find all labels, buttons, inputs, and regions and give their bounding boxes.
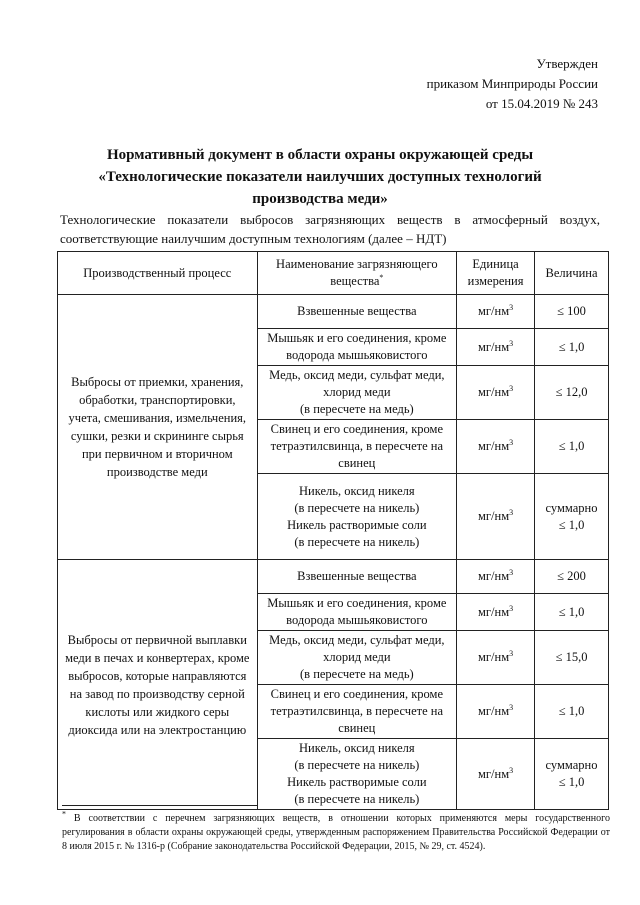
emissions-table bbox=[57, 251, 609, 810]
value-cell bbox=[535, 329, 609, 366]
header-footnote-mark: * bbox=[379, 272, 384, 282]
substance-line: (в пересчете на никель) bbox=[294, 500, 420, 515]
value-cell bbox=[535, 739, 609, 810]
table-row bbox=[58, 560, 609, 594]
substance-line: Никель растворимые соли bbox=[287, 517, 427, 532]
header-value: Величина bbox=[535, 252, 609, 295]
header-substance bbox=[257, 252, 457, 295]
header-unit: Единица измерения bbox=[457, 252, 535, 295]
substance-cell bbox=[257, 560, 457, 594]
unit-cell bbox=[457, 560, 535, 594]
unit-exponent: 3 bbox=[509, 437, 514, 447]
unit-exponent: 3 bbox=[509, 302, 514, 312]
value-line: ≤ 1,0 bbox=[558, 704, 585, 718]
title-line-3: производства меди» bbox=[252, 191, 388, 207]
footnote-mark: * bbox=[62, 809, 66, 819]
unit-exponent: 3 bbox=[509, 567, 514, 577]
substance-line: Никель, оксид никеля bbox=[299, 741, 415, 755]
value-cell bbox=[535, 420, 609, 474]
substance-cell bbox=[257, 685, 457, 739]
substance-line: Свинец и его соединения, кроме тетраэтилсвинца, в пересчете на свинец bbox=[270, 687, 444, 735]
unit-exponent: 3 bbox=[509, 507, 514, 517]
substance-line: Никель, оксид никеля bbox=[299, 483, 415, 498]
title-line-1: Нормативный документ в области охраны окружающей среды bbox=[106, 147, 534, 163]
substance-line: (в пересчете на медь) bbox=[300, 402, 414, 416]
unit-base: мг/нм bbox=[478, 604, 510, 619]
unit-exponent: 3 bbox=[509, 383, 514, 393]
table-body bbox=[58, 295, 609, 810]
substance-cell bbox=[257, 366, 457, 420]
footnote-divider bbox=[62, 805, 257, 806]
approval-block bbox=[427, 54, 598, 114]
unit-cell bbox=[457, 366, 535, 420]
approval-line-2: приказом Минприроды России bbox=[426, 76, 598, 91]
substance-line: Никель растворимые соли bbox=[287, 775, 427, 789]
unit-base: мг/нм bbox=[478, 569, 510, 583]
substance-line: Медь, оксид меди, сульфат меди, хлорид меди bbox=[269, 368, 445, 399]
substance-cell bbox=[257, 474, 457, 560]
unit-base: мг/нм bbox=[478, 439, 510, 453]
unit-exponent: 3 bbox=[509, 765, 514, 775]
unit-base: мг/нм bbox=[478, 650, 510, 664]
value-cell bbox=[535, 631, 609, 685]
value-line: ≤ 1,0 bbox=[558, 339, 585, 354]
substance-line: Мышьяк и его соединения, кроме водорода мышьяковистого bbox=[267, 331, 447, 362]
header-process: Производственный процесс bbox=[58, 252, 258, 295]
unit-base: мг/нм bbox=[478, 385, 510, 399]
value-line: суммарно bbox=[545, 758, 598, 772]
substance-line: Взвешенные вещества bbox=[297, 569, 417, 583]
process-cell: Выбросы от приемки, хранения, обработки, транспортировки, учета, смешивания, измельчения, сушки, резки и скрининге сырья при первичном и вторичном производстве меди bbox=[58, 295, 258, 560]
approval-line-3: от 15.04.2019 № 243 bbox=[485, 96, 598, 111]
unit-cell bbox=[457, 329, 535, 366]
unit-cell bbox=[457, 594, 535, 631]
value-line: ≤ 200 bbox=[557, 569, 586, 583]
process-cell: Выбросы от первичной выплавки меди в печах и конвертерах, кроме выбросов, которые направляются на завод по производству серной кислоты или жидкого серы диоксида или на электростанцию bbox=[58, 560, 258, 810]
unit-base: мг/нм bbox=[478, 704, 510, 718]
value-line: суммарно bbox=[545, 500, 598, 515]
value-line: ≤ 100 bbox=[557, 304, 586, 318]
document-title bbox=[70, 144, 570, 210]
table-header-row bbox=[58, 252, 609, 295]
substance-line: (в пересчете на медь) bbox=[300, 667, 414, 681]
substance-line: (в пересчете на никель) bbox=[294, 758, 420, 772]
unit-exponent: 3 bbox=[509, 338, 514, 348]
intro-paragraph: Технологические показатели выбросов загрязняющих веществ в атмосферный воздух, соответствующие наилучшим доступным технологиям (далее – НДТ) bbox=[60, 212, 600, 246]
unit-base: мг/нм bbox=[478, 339, 510, 354]
substance-line: Взвешенные вещества bbox=[297, 304, 417, 318]
unit-exponent: 3 bbox=[509, 648, 514, 658]
substance-cell bbox=[257, 329, 457, 366]
value-cell bbox=[535, 474, 609, 560]
substance-line: Медь, оксид меди, сульфат меди, хлорид меди bbox=[269, 633, 445, 664]
substance-cell bbox=[257, 631, 457, 685]
value-line: ≤ 12,0 bbox=[555, 385, 588, 399]
value-cell bbox=[535, 594, 609, 631]
unit-cell bbox=[457, 474, 535, 560]
value-line: ≤ 15,0 bbox=[555, 650, 588, 664]
unit-cell bbox=[457, 739, 535, 810]
value-line: ≤ 1,0 bbox=[558, 439, 585, 453]
unit-cell bbox=[457, 295, 535, 329]
value-line: ≤ 1,0 bbox=[558, 604, 585, 619]
approval-line-1: Утвержден bbox=[536, 56, 598, 71]
value-cell bbox=[535, 366, 609, 420]
value-cell bbox=[535, 685, 609, 739]
substance-cell bbox=[257, 295, 457, 329]
value-line: ≤ 1,0 bbox=[558, 517, 585, 532]
substance-line: Свинец и его соединения, кроме тетраэтилсвинца, в пересчете на свинец bbox=[270, 422, 444, 470]
substance-line: Мышьяк и его соединения, кроме водорода мышьяковистого bbox=[267, 596, 447, 627]
unit-cell bbox=[457, 631, 535, 685]
substance-cell bbox=[257, 420, 457, 474]
unit-base: мг/нм bbox=[478, 304, 510, 318]
unit-exponent: 3 bbox=[509, 603, 514, 613]
unit-base: мг/нм bbox=[478, 766, 510, 781]
substance-cell bbox=[257, 594, 457, 631]
unit-cell bbox=[457, 420, 535, 474]
value-cell bbox=[535, 560, 609, 594]
unit-base: мг/нм bbox=[478, 509, 510, 523]
footnote bbox=[62, 809, 611, 854]
table-row bbox=[58, 295, 609, 329]
footnote-text: В соответствии с перечнем загрязняющих веществ, в отношении которых применяются меры государственного регулирования в области охраны окружающей среды, утвержденным распоряжением Правительства Российской Федерации от 8 июля 2015 г. № 1316-р (Собрание законодательства Российской Федерации, 2015, № 29, ст. 4524). bbox=[62, 813, 611, 852]
substance-line: (в пересчете на никель) bbox=[294, 792, 420, 806]
substance-cell bbox=[257, 739, 457, 810]
value-cell bbox=[535, 295, 609, 329]
title-line-2: «Технологические показатели наилучших доступных технологий bbox=[98, 169, 542, 185]
header-substance-text: Наименование загрязняющего вещества bbox=[276, 257, 438, 288]
value-line: ≤ 1,0 bbox=[558, 775, 585, 789]
unit-cell bbox=[457, 685, 535, 739]
substance-line: (в пересчете на никель) bbox=[294, 534, 420, 549]
unit-exponent: 3 bbox=[509, 702, 514, 712]
